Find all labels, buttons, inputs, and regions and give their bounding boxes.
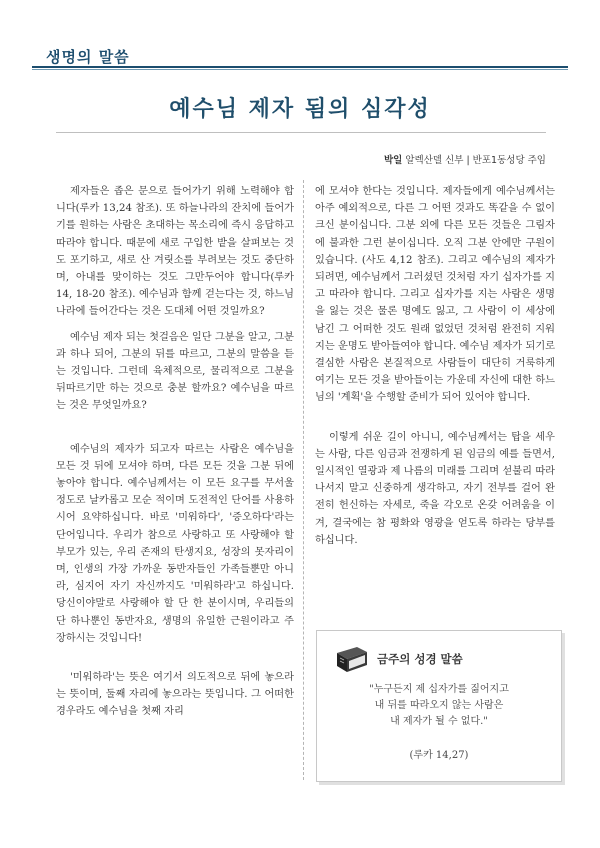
paragraph: 에 모셔야 한다는 것입니다. 제자들에게 예수님께서는 아주 예외적으로, 다른 그 어떤 것과도 똑같을 수 없이 크신 분이십니다. 그분 외에 다른 모든 것들은 그림자에 불과한 그런 분이십니다. 오직 그분 안에만 구원이 있습니다. (사도 4,12 참조). 그리고 예수님의 제자가 되려면, 예수님께서 그러셨던 것처럼 자기 십자가를 지고 따라야 합니다. 그리고 십자가를 지는 사람은 생명을 잃는 것은 물론 명예도 잃고, 그 사람이 이 세상에 남긴 그 어떠한 것도 원래 없었던 것처럼 완전히 지워지는 운명도 받아들여야 합니다. 예수님 제자가 되기로 결심한 사람은 본질적으로 사람들이 대단히 거룩하게 여기는 모든 것을 받아들이는 가운데 자신에 대한 하느님의 '계획'을 수행할 준비가 되어 있어야 합니다. xyxy=(315,186,555,404)
paragraph: 예수님 제자 되는 첫걸음은 일단 그분을 알고, 그분과 하나 되어, 그분의 뒤를 따르고, 그분의 말씀을 듣는 것입니다. 그런데 육체적으로, 물리적으로 그분을 뒤따르기만 하는 것으로 충분 할까요? 예수님을 따르는 것은 무엇일까요? xyxy=(56,331,294,412)
byline-author: 박일 xyxy=(383,155,403,166)
verse-reference: (루카 14,27) xyxy=(409,750,469,761)
header-rule-thin xyxy=(32,69,568,70)
weekly-verse-box xyxy=(316,630,562,782)
verse-box-title: 금주의 성경 말씀 xyxy=(377,652,463,666)
section-label: 생명의 말씀 xyxy=(46,48,130,66)
paragraph: 제자들은 좁은 문으로 들어가기 위해 노력해야 합니다(루카 13,24 참조). 또 하늘나라의 잔치에 들어가기를 원하는 사람은 초대하는 목소리에 즉시 응답하고 따라야 합니다. 때문에 새로 구입한 밭을 살펴보는 것도 포기하고, 새로 산 겨릿소를 부려보는 것도 중단하며, 아내를 맞이하는 것도 그만두어야 합니다(루카 14, 18-20 참조). 예수님과 함께 걷는다는 것, 하느님 나라에 들어간다는 것은 도대체 어떤 것일까요? xyxy=(56,186,294,318)
verse-quote xyxy=(327,682,551,730)
byline xyxy=(384,152,546,166)
paragraph: '미워하라'는 뜻은 여기서 의도적으로 뒤에 놓으라는 뜻이며, 둘째 자리에 놓으라는 뜻입니다. 그 어떠한 경우라도 예수님을 첫째 자리 xyxy=(56,672,294,718)
paragraph: 예수님의 제자가 되고자 따르는 사람은 예수님을 모든 것 뒤에 모셔야 하며, 다른 모든 것을 그분 뒤에 놓아야 합니다. 예수님께서는 이 모든 요구를 무서울 정도로 날카롭고 모순 적이며 도전적인 단어를 사용하시어 요약하십니다. 바로 '미워하다', '증오하다'라는 단어입니다. 우리가 참으로 사랑하고 또 사랑해야 할 부모가 있는, 우리 존재의 탄생지요, 성장의 못자리이며, 인생의 가장 가까운 동반자들인 가족들뿐만 아니라, 심지어 자기 자신까지도 '미워하라'고 하십니다. 당신이야말로 사랑해야 할 단 한 분이시며, 우리들의 단 하나뿐인 동반자요, 생명의 유일한 근원이라고 주장하시는 것입니다! xyxy=(56,443,294,644)
verse-line: "누구든지 제 십자가를 짊어지고 xyxy=(369,684,509,695)
bible-icon xyxy=(335,645,369,673)
left-column xyxy=(56,183,294,721)
header-rule xyxy=(32,66,568,68)
section-header xyxy=(32,44,568,68)
verse-line: 내 제자가 될 수 없다." xyxy=(390,716,488,727)
byline-details: 알렉산델 신부 | 반포1동성당 주임 xyxy=(402,155,546,166)
right-column xyxy=(315,183,555,549)
title-divider xyxy=(56,132,546,133)
column-divider xyxy=(303,180,304,780)
article-title: 예수님 제자 됨의 심각성 xyxy=(169,97,431,122)
paragraph: 이렇게 쉬운 길이 아니니, 예수님께서는 탑을 세우는 사람, 다른 임금과 전쟁하게 된 임금의 예를 들면서, 일시적인 열광과 제 나름의 미래를 그리며 섣불리 따라나서지 말고 신중하게 생각하고, 자기 전부를 걸어 완전히 헌신하는 자세로, 죽을 각오로 온갖 어려움을 이겨, 결국에는 참 평화와 영광을 얻도록 하라는 당부를 하십니다. xyxy=(315,431,555,546)
verse-line: 내 뒤를 따라오지 않는 사람은 xyxy=(374,700,504,711)
